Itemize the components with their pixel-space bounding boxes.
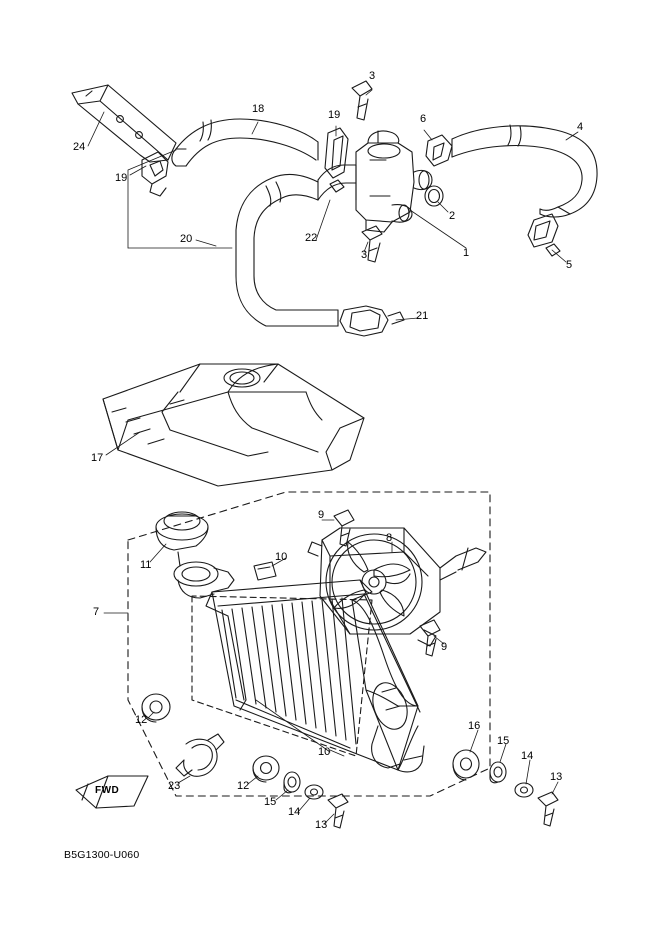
callout-15-middle: 15 xyxy=(264,796,277,808)
part-10-bracket-upper xyxy=(254,562,276,580)
callout-13-middle: 13 xyxy=(315,819,328,831)
callout-12-left: 12 xyxy=(135,714,148,726)
callout-24: 24 xyxy=(73,141,86,153)
callout-23: 23 xyxy=(168,780,181,792)
callout-9-upper: 9 xyxy=(318,509,325,521)
callout-10-upper: 10 xyxy=(275,551,288,563)
part-11-radiator-cap xyxy=(156,512,208,566)
part-23-bracket xyxy=(176,734,224,776)
part-20-hose xyxy=(236,175,338,326)
part-19-clamp-right xyxy=(325,128,348,192)
callout-19-upper: 19 xyxy=(328,109,341,121)
diagram-part-code: B5G1300-U060 xyxy=(64,849,140,861)
part-5-clamp xyxy=(528,214,560,256)
callout-8: 8 xyxy=(386,532,393,544)
callout-4: 4 xyxy=(577,121,584,133)
callout-15-right: 15 xyxy=(497,735,510,747)
fastener-stack-lower-right xyxy=(453,750,558,826)
part-4-hose xyxy=(452,125,597,217)
part-22-pipe xyxy=(318,165,356,200)
callout-14-right: 14 xyxy=(521,750,534,762)
callout-12-middle: 12 xyxy=(237,780,250,792)
callout-1: 1 xyxy=(463,247,470,259)
callout-3-top: 3 xyxy=(369,70,376,82)
callout-3-bottom: 3 xyxy=(361,249,368,261)
callout-7: 7 xyxy=(93,606,100,618)
callout-22: 22 xyxy=(305,232,318,244)
callout-11: 11 xyxy=(140,559,152,571)
filler-neck xyxy=(174,562,234,598)
leader-lines xyxy=(88,90,578,824)
fwd-label: FWD xyxy=(95,785,120,796)
part-2-o-ring xyxy=(425,186,443,206)
callout-2: 2 xyxy=(449,210,456,222)
callout-17: 17 xyxy=(91,452,104,464)
part-21-clamp xyxy=(340,306,404,336)
callout-20: 20 xyxy=(180,233,193,245)
part-6-clamp xyxy=(426,135,452,166)
callout-6: 6 xyxy=(420,113,427,125)
callout-16: 16 xyxy=(468,720,481,732)
callout-10-lower: 10 xyxy=(318,746,331,758)
callout-9-lower: 9 xyxy=(441,641,448,653)
callout-13-right: 13 xyxy=(550,771,563,783)
callout-21: 21 xyxy=(416,310,429,322)
callout-14-middle: 14 xyxy=(288,806,301,818)
part-18-hose xyxy=(172,119,318,166)
callout-5: 5 xyxy=(566,259,573,271)
part-17-shroud xyxy=(103,364,364,486)
part-24-bracket xyxy=(72,85,176,162)
callout-18: 18 xyxy=(252,103,265,115)
part-7-dashed-outline xyxy=(128,492,490,796)
callout-19-left: 19 xyxy=(115,172,128,184)
radiator-core xyxy=(206,580,424,772)
